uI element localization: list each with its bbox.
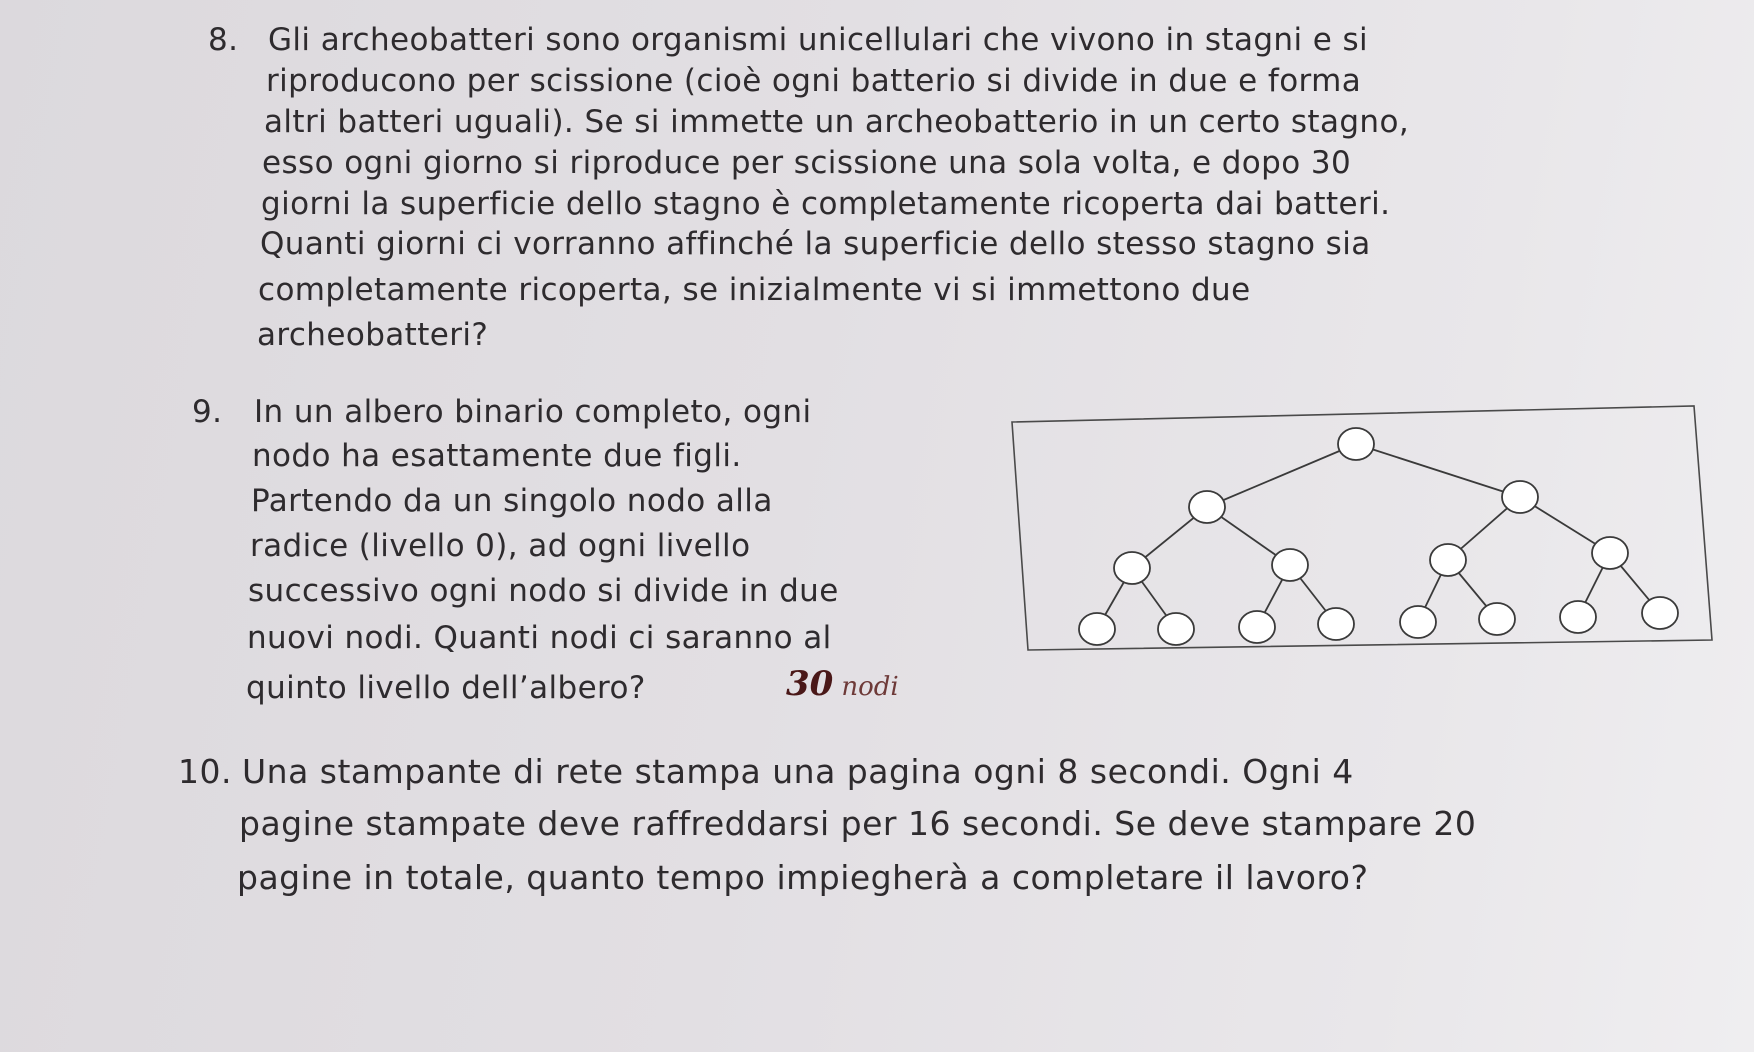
tree-node-level-3-2 — [1239, 611, 1275, 643]
q9-number: 9. — [192, 394, 223, 430]
q8-line-2: riproducono per scissione (cioè ogni batterio si divide in due e forma — [266, 63, 1362, 99]
q9-line-1: In un albero binario completo, ogni — [254, 394, 812, 430]
q9-line-7: quinto livello dell’albero? — [246, 670, 646, 706]
tree-nodes — [1079, 428, 1678, 645]
q8-line-5: giorni la superficie dello stagno è completamente ricoperta dai batteri. — [261, 186, 1391, 222]
q10-line-2: pagine stampate deve raffreddarsi per 16 secondi. Se deve stampare 20 — [239, 804, 1477, 843]
q10-number: 10. — [178, 752, 232, 791]
q10-line-1: Una stampante di rete stampa una pagina ogni 8 secondi. Ogni 4 — [242, 752, 1354, 791]
tree-node-level-3-3 — [1318, 608, 1354, 640]
q8-line-7: completamente ricoperta, se inizialmente vi si immettono due — [258, 272, 1251, 308]
q8-line-3: altri batteri uguali). Se si immette un archeobatterio in un certo stagno, — [264, 104, 1410, 140]
q9-line-3: Partendo da un singolo nodo alla — [251, 483, 773, 519]
tree-node-level-1-1 — [1502, 481, 1538, 513]
handwritten-answer-word: nodi — [841, 672, 899, 702]
q9-line-6: nuovi nodi. Quanti nodi ci saranno al — [247, 620, 832, 656]
tree-node-level-2-2 — [1430, 544, 1466, 576]
tree-node-level-3-0 — [1079, 613, 1115, 645]
tree-node-level-0-0 — [1338, 428, 1374, 460]
q8-line-1: Gli archeobatteri sono organismi unicellulari che vivono in stagni e si — [268, 22, 1369, 58]
q9-line-2: nodo ha esattamente due figli. — [252, 438, 742, 474]
tree-node-level-3-5 — [1479, 603, 1515, 635]
tree-node-level-3-7 — [1642, 597, 1678, 629]
handwritten-answer-number: 30 — [786, 664, 834, 704]
tree-node-level-2-1 — [1272, 549, 1308, 581]
q8-line-8: archeobatteri? — [257, 317, 489, 353]
tree-node-level-2-3 — [1592, 537, 1628, 569]
q9-line-4: radice (livello 0), ad ogni livello — [250, 528, 751, 564]
q10-line-3: pagine in totale, quanto tempo impiegherà a completare il lavoro? — [237, 858, 1369, 897]
tree-edge-l0-n0-c0 — [1207, 444, 1356, 507]
tree-node-level-1-0 — [1189, 491, 1225, 523]
tree-node-level-2-0 — [1114, 552, 1150, 584]
tree-edge-l0-n0-c1 — [1356, 444, 1520, 497]
tree-node-level-3-4 — [1400, 606, 1436, 638]
tree-node-level-3-6 — [1560, 601, 1596, 633]
q8-line-6: Quanti giorni ci vorranno affinché la superficie dello stesso stagno sia — [260, 226, 1371, 262]
q8-number: 8. — [208, 22, 239, 58]
q8-line-4: esso ogni giorno si riproduce per scissione una sola volta, e dopo 30 — [262, 145, 1352, 181]
tree-node-level-3-1 — [1158, 613, 1194, 645]
q9-line-5: successivo ogni nodo si divide in due — [248, 573, 839, 609]
